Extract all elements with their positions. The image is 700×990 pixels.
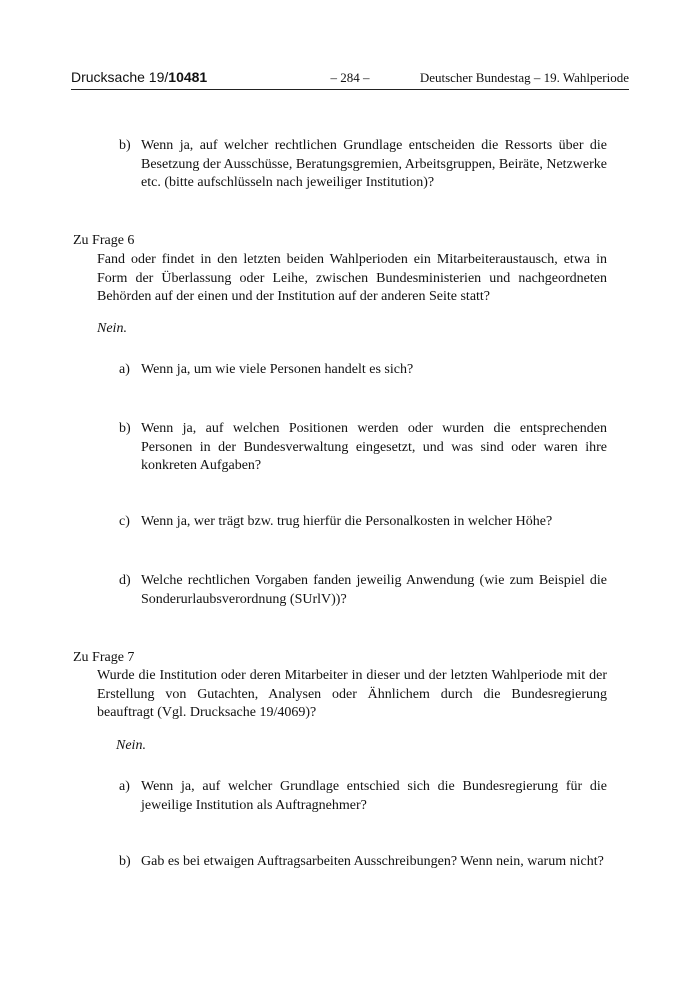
item-label: c): [119, 514, 130, 529]
item-label: b): [119, 421, 131, 436]
item-label: a): [119, 362, 130, 377]
item-text: Wenn ja, auf welchen Positionen werden oder wurden die entsprechenden Personen in der Bundesverwaltung eingesetzt, und was sind oder waren ihre konkreten Aufgaben?: [141, 421, 607, 473]
item-label: b): [119, 854, 131, 869]
item-text: Gab es bei etwaigen Auftragsarbeiten Ausschreibungen? Wenn nein, warum nicht?: [141, 854, 604, 869]
list-item: [119, 572, 607, 609]
item-text: Wenn ja, um wie viele Personen handelt es sich?: [141, 362, 414, 377]
item-label: d): [119, 573, 131, 588]
item-text: Welche rechtlichen Vorgaben fanden jeweilig Anwendung (wie zum Beispiel die Sonderurlaubsverordnung (SUrlV))?: [141, 573, 607, 607]
item-label: b): [119, 138, 131, 153]
item-text: Wenn ja, auf welcher Grundlage entschied sich die Bundesregierung für die jeweilige Institution als Auftragnehmer?: [141, 779, 607, 813]
page-header: [71, 69, 629, 90]
list-item: [119, 778, 607, 815]
question-frage-7: Wurde die Institution oder deren Mitarbeiter in dieser und der letzten Wahlperiode mit der Erstellung von Gutachten, Analysen oder Ähnlichem durch die Bundesregierung beauftragt (Vgl. Drucksache 19/4069)?: [97, 668, 607, 720]
list-item: [119, 853, 607, 872]
item-label: a): [119, 779, 130, 794]
page-number: – 284 –: [330, 70, 370, 85]
item-text: Wenn ja, wer trägt bzw. trug hierfür die Personalkosten in welcher Höhe?: [141, 514, 553, 529]
section-heading-frage-7: Zu Frage 7: [73, 650, 135, 665]
document-prefix: Drucksache 19/: [71, 69, 169, 85]
section-heading-frage-6: Zu Frage 6: [73, 233, 135, 248]
answer-frage-6: Nein.: [97, 321, 127, 336]
list-item: [119, 513, 607, 532]
document-number: 10481: [168, 69, 208, 85]
list-item: [119, 420, 607, 476]
question-frage-6: Fand oder findet in den letzten beiden Wahlperioden ein Mitarbeiteraustausch, etwa in Form der Überlassung oder Leihe, zwischen Bundesministerien und nachgeordneten Behörden auf der einen und der Institution auf der anderen Seite statt?: [97, 252, 607, 304]
item-text: Wenn ja, auf welcher rechtlichen Grundlage entscheiden die Ressorts über die Besetzung der Ausschüsse, Beratungsgremien, Arbeitsgruppen, Beiräte, Netzwerke etc. (bitte aufschlüsseln nach jeweiliger Institution)?: [141, 138, 607, 190]
answer-frage-7: Nein.: [116, 738, 146, 753]
list-item: [119, 361, 607, 380]
list-item: [119, 137, 607, 193]
parliament-label: Deutscher Bundestag – 19. Wahlperiode: [419, 70, 629, 85]
